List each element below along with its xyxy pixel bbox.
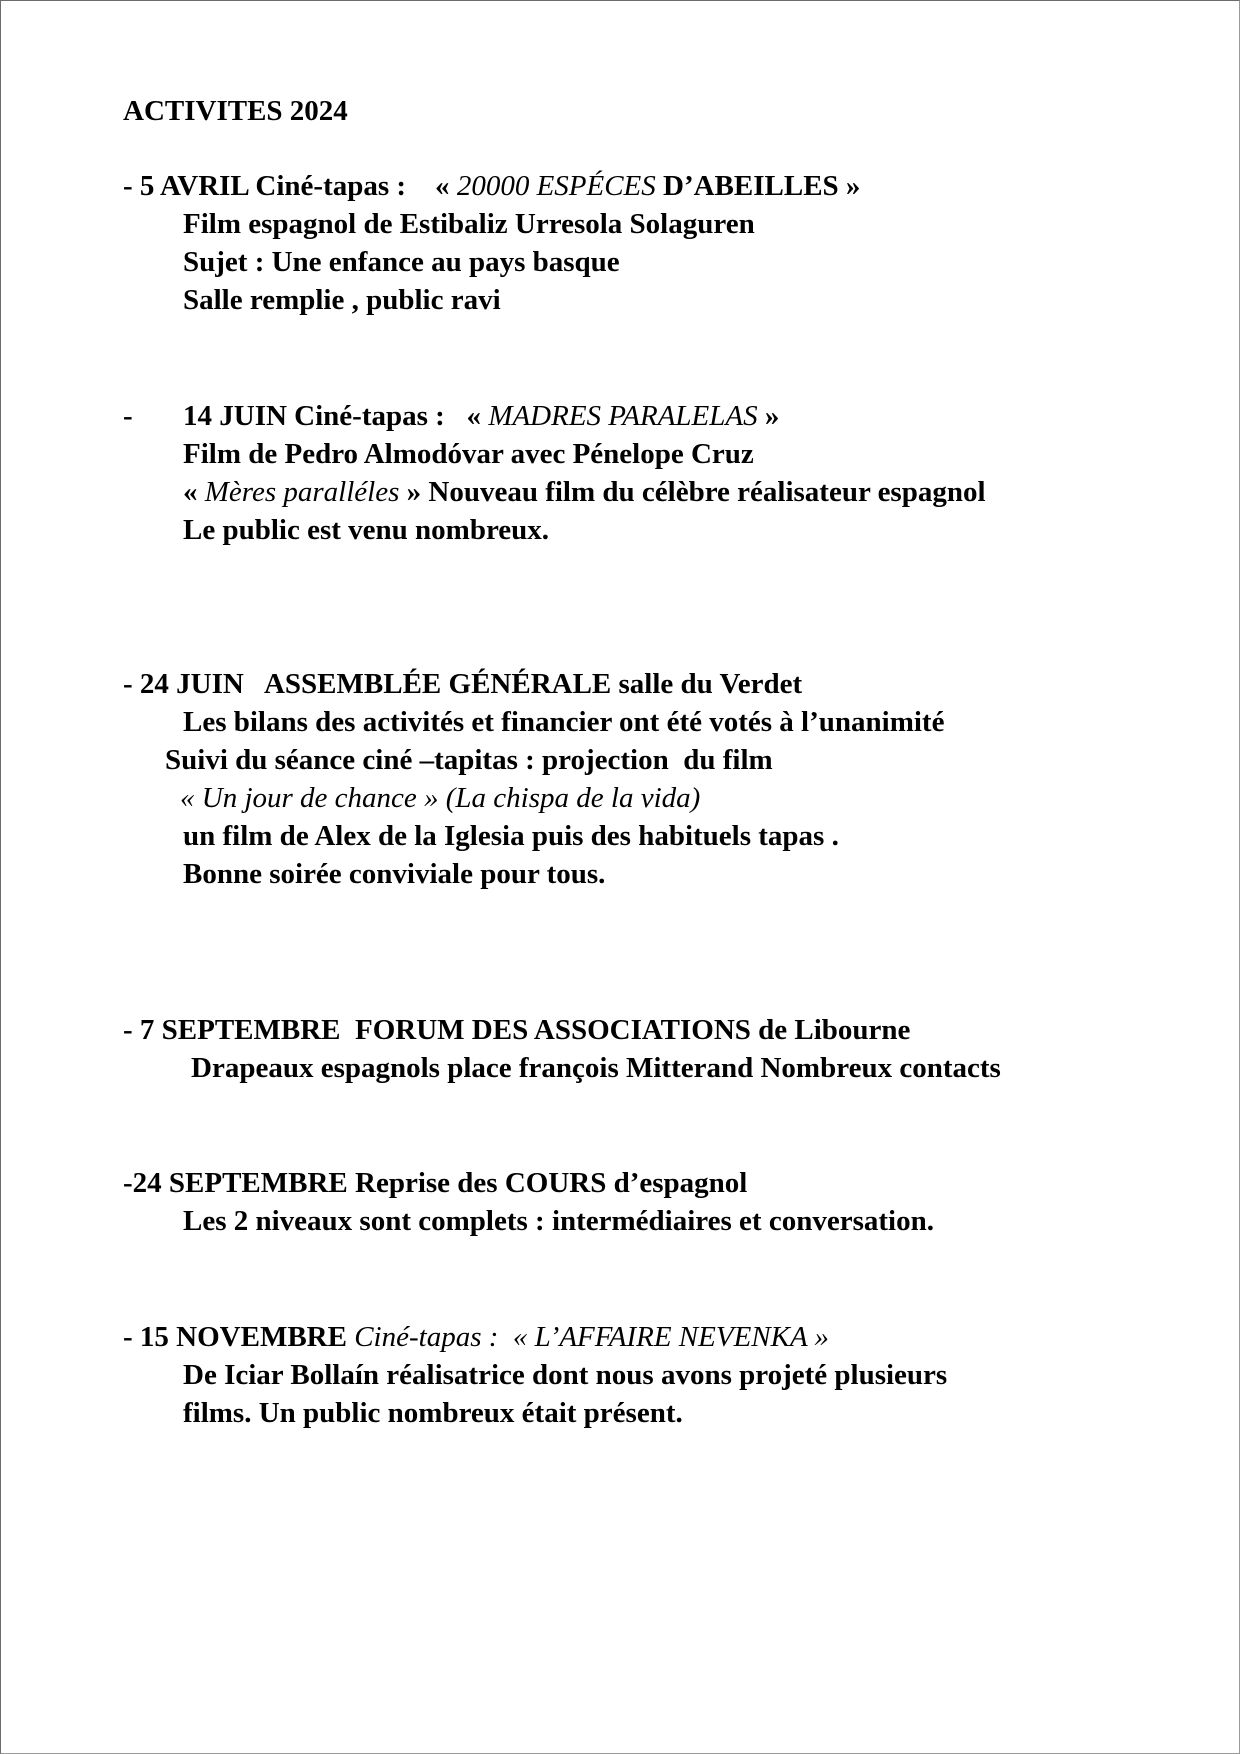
- event-1-heading: [123, 167, 860, 205]
- event-2-line-2-prefix: «: [183, 476, 205, 508]
- event-3-line-4: un film de Alex de la Iglesia puis des habituels tapas .: [183, 820, 839, 852]
- event-1-line-3: Salle remplie , public ravi: [183, 284, 501, 316]
- event-3-line-5: Bonne soirée conviviale pour tous.: [183, 858, 606, 890]
- event-1-line-2: Sujet : Une enfance au pays basque: [183, 246, 620, 278]
- event-6-film-title: Ciné-tapas : « L’AFFAIRE NEVENKA »: [354, 1321, 829, 1353]
- event-1-line-1: Film espagnol de Estibaliz Urresola Solaguren: [183, 208, 755, 240]
- event-1-heading-prefix: - 5 AVRIL Ciné-tapas : «: [123, 170, 457, 202]
- event-2-line-2-italic: Mères paralléles: [204, 476, 400, 508]
- event-5-line-1: Les 2 niveaux sont complets : intermédiaires et conversation.: [183, 1205, 934, 1237]
- event-2-film-title: MADRES PARALELAS: [488, 400, 758, 432]
- event-2-line-1: Film de Pedro Almodóvar avec Pénelope Cruz: [183, 438, 754, 470]
- event-5-heading: -24 SEPTEMBRE Reprise des COURS d’espagnol: [123, 1167, 748, 1199]
- event-4-line-1: Drapeaux espagnols place françois Mitterand Nombreux contacts: [191, 1052, 1001, 1084]
- event-4-heading: - 7 SEPTEMBRE FORUM DES ASSOCIATIONS de Libourne: [123, 1014, 911, 1046]
- event-2-heading-prefix: 14 JUIN Ciné-tapas : «: [183, 400, 489, 432]
- event-3-line-1: Les bilans des activités et financier ont été votés à l’unanimité: [183, 706, 945, 738]
- event-2-line-2: [183, 473, 986, 511]
- event-2-line-3: Le public est venu nombreux.: [183, 514, 550, 546]
- document-title: ACTIVITES 2024: [123, 95, 348, 127]
- event-1-film-title: 20000 ESPÉCES: [456, 170, 656, 202]
- event-2-bullet: -: [123, 400, 133, 432]
- event-2-heading: [183, 397, 779, 435]
- event-3-film-title: « Un jour de chance » (La chispa de la vida): [180, 782, 701, 814]
- event-2-line-2-suffix: » Nouveau film du célèbre réalisateur espagnol: [399, 476, 986, 508]
- event-3-line-2: Suivi du séance ciné –tapitas : projection du film: [165, 744, 773, 776]
- event-1-heading-suffix: D’ABEILLES »: [655, 170, 861, 202]
- event-6-heading: [123, 1318, 829, 1356]
- event-6-line-2: films. Un public nombreux était présent.: [183, 1397, 683, 1429]
- event-6-line-1: De Iciar Bollaín réalisatrice dont nous avons projeté plusieurs: [183, 1359, 948, 1391]
- event-2-heading-suffix: »: [757, 400, 780, 432]
- event-6-heading-prefix: - 15 NOVEMBRE: [123, 1321, 355, 1353]
- event-3-heading: - 24 JUIN ASSEMBLÉE GÉNÉRALE salle du Verdet: [123, 668, 803, 700]
